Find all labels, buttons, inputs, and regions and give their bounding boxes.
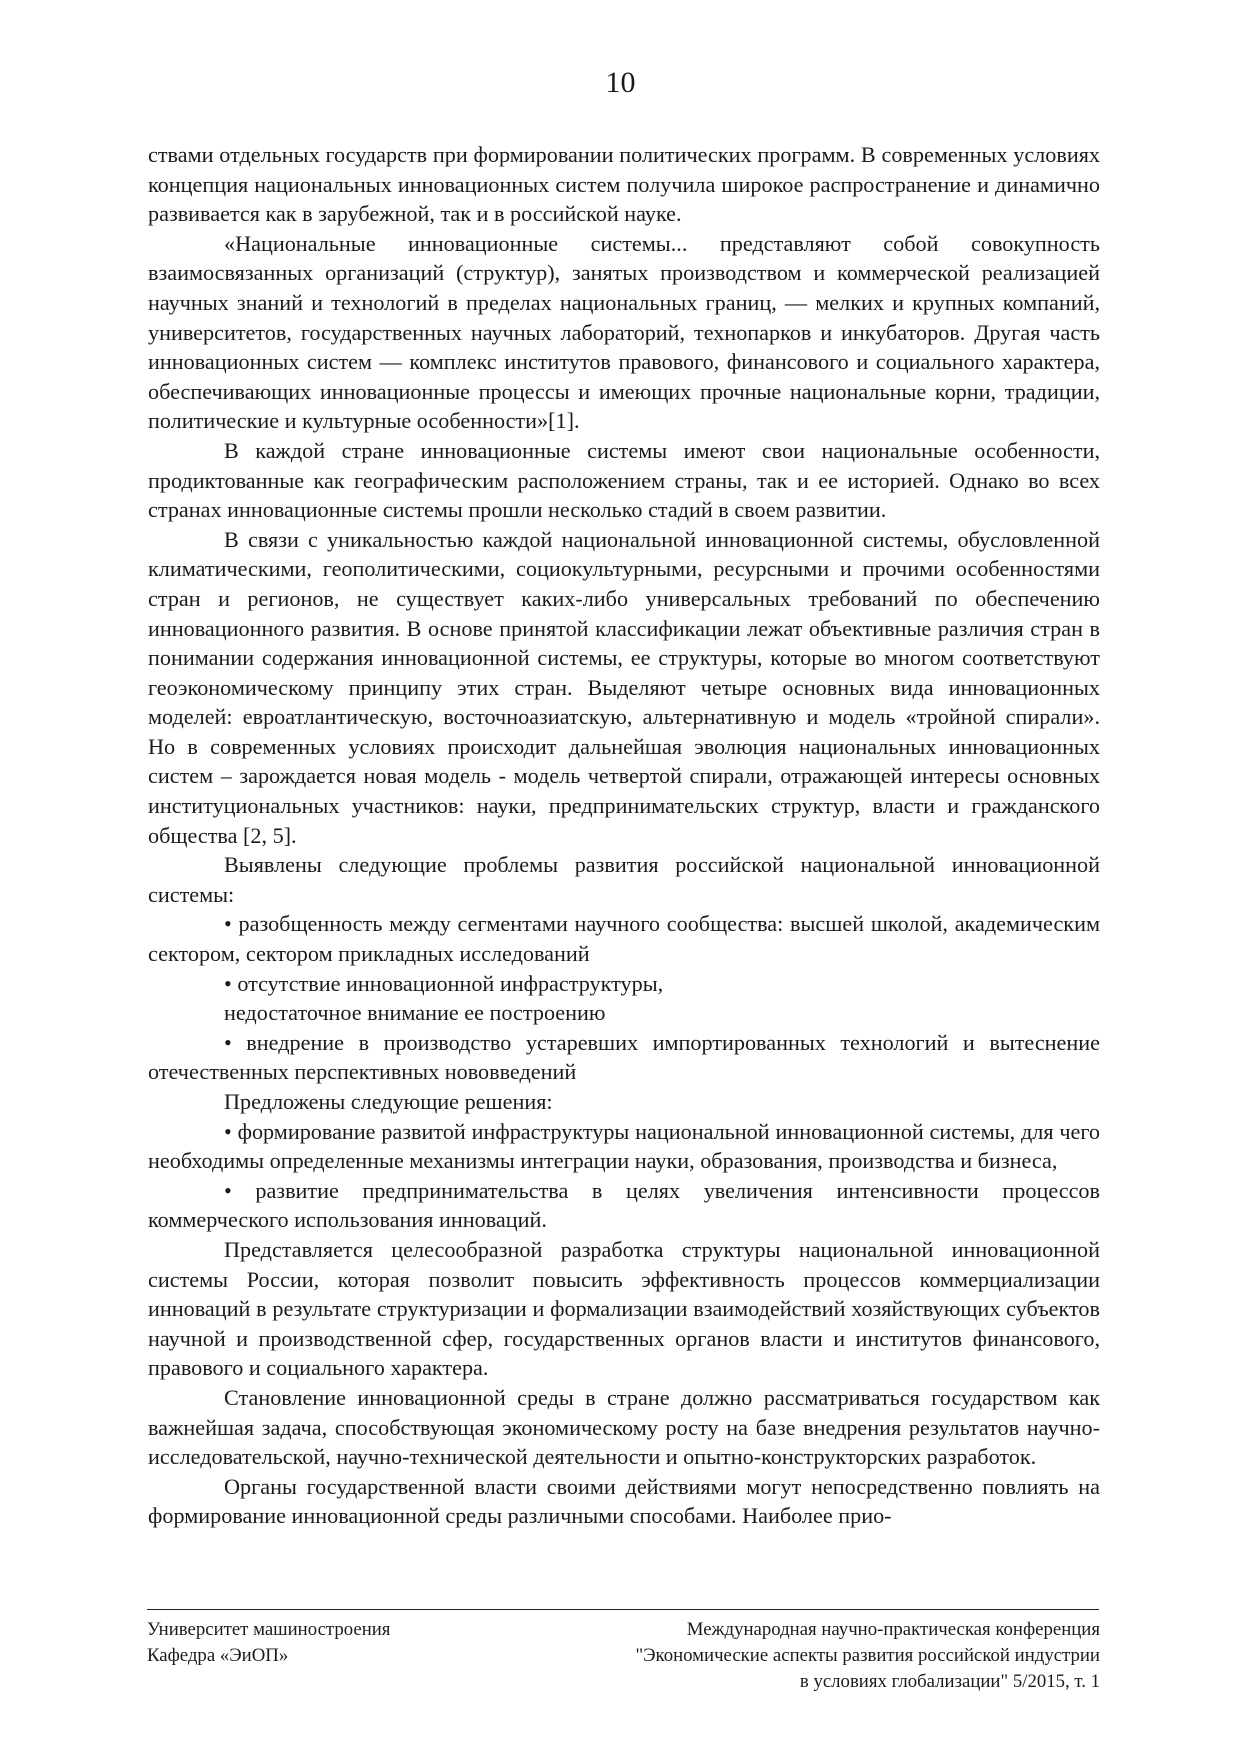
page-number: 10 — [605, 66, 636, 99]
footer-conference-line-3: в условиях глобализации" 5/2015, т. 1 — [799, 1670, 1100, 1692]
bullet-continuation: недостаточное внимание ее построению — [224, 1000, 606, 1026]
problems-heading: Выявлены следующие проблемы развития российской национальной инновационной системы: — [148, 852, 1100, 907]
paragraph: В связи с уникальностью каждой национальной инновационной системы, обусловленной климатическими, геополитическими, социокультурными, ресурсными и прочими особенностями стран и регионов, не существует каких-либо универсальных требований по обеспечению инновационного развития. В основе принятой классификации лежат объективные различия стран в понимании содержания инновационной системы, ее структуры, которые во многом соответствуют геоэкономическому принципу этих стран. Выделяют четыре основных вида инновационных моделей: евроатлантическую, восточноазиатскую, альтернативную и модель «тройной спирали». Но в современных условиях происходит дальнейшая эволюция национальных инновационных систем – зарождается новая модель - модель четвертой спирали, отражающей интересы основных институциональных участников: науки, предпринимательских структур, власти и гражданского общества [2, 5]. — [148, 526, 1100, 848]
bullet-item: • разобщенность между сегментами научного сообщества: высшей школой, академическим сектором, сектором прикладных исследований — [148, 911, 1100, 967]
paragraph: В каждой стране инновационные системы имеют свои национальные особенности, продиктованные как географическим расположением страны, так и ее историей. Однако во всех странах инновационные системы прошли несколько стадий в своем развитии. — [148, 437, 1100, 523]
footer-conference-line-1: Международная научно-практическая конференция — [686, 1619, 1100, 1640]
body-text — [148, 140, 1100, 1531]
footer-left — [147, 1617, 390, 1669]
footer-conference-line-2: "Экономические аспекты развития российской индустрии — [635, 1644, 1100, 1666]
bullet-item: • формирование развитой инфраструктуры национальной инновационной системы, для чего необходимы определенные механизмы интеграции науки, образования, производства и бизнеса, — [148, 1118, 1100, 1174]
bullet-item: • внедрение в производство устаревших импортированных технологий и вытеснение отечественных перспективных нововведений — [148, 1029, 1100, 1085]
bullet-item: • развитие предпринимательства в целях увеличения интенсивности процессов коммерческого использования инноваций. — [148, 1177, 1100, 1233]
bullet-item: • отсутствие инновационной инфраструктуры, — [224, 970, 664, 996]
paragraph: Органы государственной власти своими действиями могут непосредственно повлиять на формирование инновационной среды различными способами. Наиболее прио- — [148, 1473, 1100, 1529]
paragraph: Становление инновационной среды в стране должно рассматриваться государством как важнейшая задача, способствующая экономическому росту на базе внедрения результатов научно-исследовательской, научно-технической деятельности и опытно-конструкторских разработок. — [148, 1384, 1100, 1470]
footer-department: Кафедра «ЭиОП» — [147, 1644, 289, 1666]
footer-university: Университет машиностроения — [147, 1619, 391, 1640]
footer-divider — [147, 1609, 1099, 1610]
solutions-heading: Предложены следующие решения: — [224, 1089, 553, 1114]
paragraph: Представляется целесообразной разработка структуры национальной инновационной системы России, которая позволит повысить эффективность процессов коммерциализации инноваций в результате структуризации и формализации взаимодействий хозяйствующих субъектов научной и производственной сфер, государственных органов власти и институтов финансового, правового и социального характера. — [148, 1236, 1100, 1381]
quote-paragraph: «Национальные инновационные системы... представляют собой совокупность взаимосвязанных организаций (структур), занятых производством и коммерческой реализацией научных знаний и технологий в пределах национальных границ, — мелких и крупных компаний, университетов, государственных научных лабораторий, технопарков и инкубаторов. Другая часть инновационных систем — комплекс институтов правового, финансового и социального характера, обеспечивающих инновационные процессы и имеющих прочные национальные корни, традиции, политические и культурные особенности»[1]. — [148, 230, 1100, 434]
footer-right — [635, 1617, 1100, 1694]
paragraph: ствами отдельных государств при формировании политических программ. В современных условиях концепция национальных инновационных систем получила широкое распространение и динамично развивается как в зарубежной, так и в российской науке. — [148, 142, 1100, 227]
